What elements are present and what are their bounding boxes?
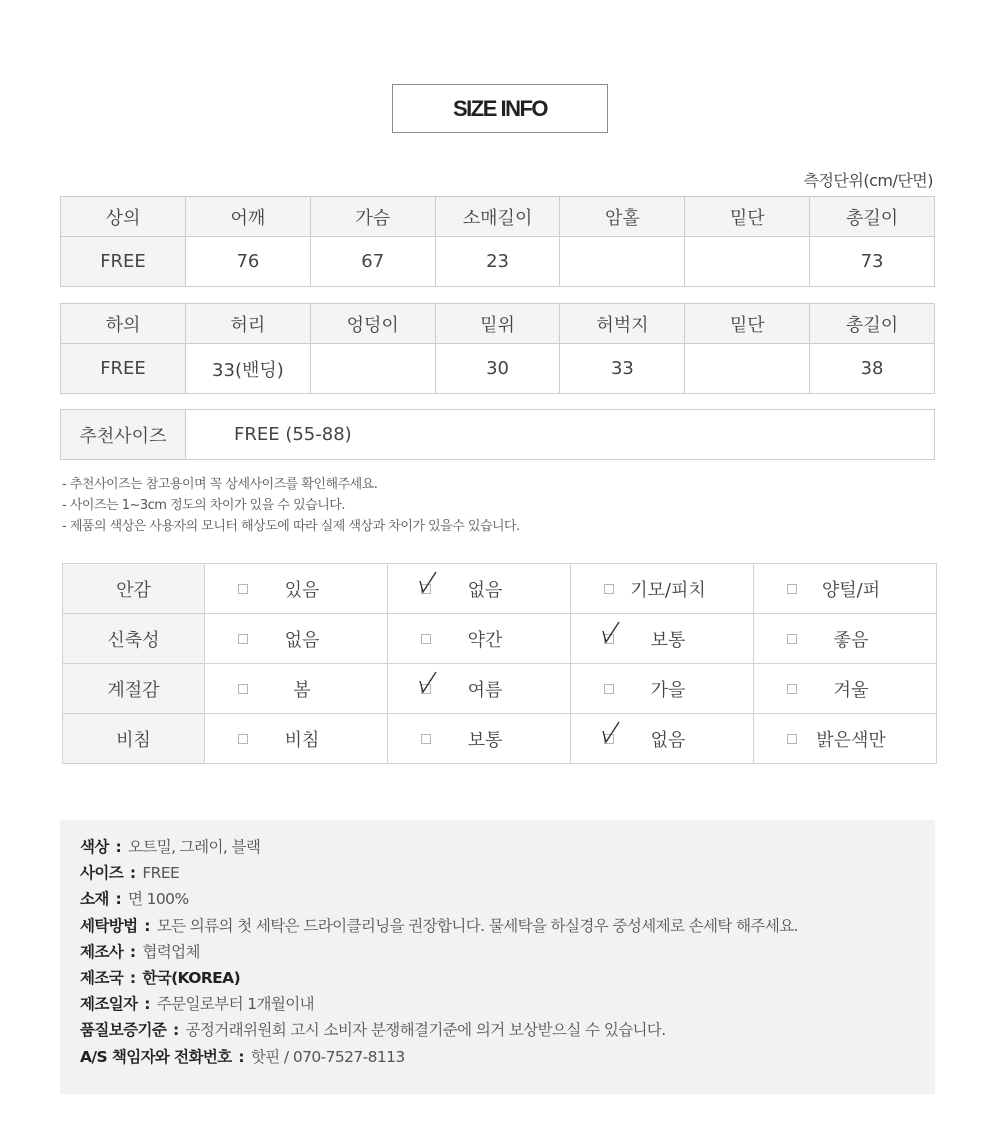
feature-option-label: 봄: [293, 679, 311, 701]
info-key: 색상: [80, 838, 109, 856]
product-info-row: 제조사 : 협력업체: [80, 942, 200, 961]
feature-option-label: 보통: [467, 729, 503, 751]
unit-label: 측정단위(cm/단면): [803, 171, 933, 190]
info-value: 핫핀 / 070-7527-8113: [250, 1047, 405, 1066]
bottom-value-cell: [310, 344, 435, 394]
feature-row: [63, 564, 937, 614]
feature-label: 계절감: [63, 664, 205, 714]
feature-option[interactable]: [388, 564, 571, 614]
bottom-header-cell: 허벅지: [560, 304, 685, 344]
recommended-size-label: 추천사이즈: [61, 410, 186, 460]
feature-label: 비침: [63, 714, 205, 764]
feature-option-label: 없음: [467, 579, 503, 601]
feature-option-label: 여름: [467, 679, 503, 701]
info-key: 소재: [80, 890, 109, 909]
bottom-header-cell: 밑단: [685, 304, 810, 344]
feature-row: [63, 664, 937, 714]
feature-option[interactable]: [754, 614, 937, 664]
feature-option[interactable]: [571, 614, 754, 664]
feature-option[interactable]: [754, 714, 937, 764]
top-value-cell: [685, 237, 810, 287]
info-key: 제조사: [80, 942, 124, 961]
feature-option[interactable]: [754, 664, 937, 714]
feature-option-label: 좋음: [833, 629, 869, 651]
checkmark-icon: [600, 719, 622, 745]
top-size-label: FREE: [61, 237, 186, 287]
feature-option-label: 양털/퍼: [821, 579, 881, 601]
top-header-cell: 소매길이: [435, 197, 560, 237]
info-value: 모든 의류의 첫 세탁은 드라이클리닝을 권장합니다. 물세탁을 하실경우 중성세제로 손세탁 해주세요.: [156, 916, 798, 935]
feature-row: [63, 714, 937, 764]
feature-option-label: 가을: [650, 679, 686, 701]
feature-option[interactable]: [754, 564, 937, 614]
product-info-row: 소재 : 면 100%: [80, 890, 189, 909]
info-key: 제조국: [80, 968, 124, 987]
feature-option[interactable]: [205, 664, 388, 714]
note-line: - 추천사이즈는 참고용이며 꼭 상세사이즈를 확인해주세요.: [62, 477, 378, 492]
checkmark-icon: [417, 669, 439, 695]
top-header-cell: 암홀: [560, 197, 685, 237]
info-key: 제조일자: [80, 995, 138, 1014]
top-header-cell: 총길이: [810, 197, 935, 237]
feature-option-label: 겨울: [833, 679, 869, 701]
info-value: 면 100%: [127, 890, 189, 909]
feature-option-label: 비침: [284, 729, 320, 751]
info-value: 공정거래위원회 고시 소비자 분쟁해결기준에 의거 보상받으실 수 있습니다.: [185, 1021, 666, 1040]
feature-option[interactable]: [571, 714, 754, 764]
product-info-box: [60, 820, 935, 1094]
feature-option-label: 약간: [467, 629, 503, 651]
feature-option-label: 보통: [650, 629, 686, 651]
feature-option-label: 없음: [284, 629, 320, 651]
info-value: FREE: [142, 864, 180, 883]
feature-label: 신축성: [63, 614, 205, 664]
product-info-row: 제조국 : 한국(KOREA): [80, 968, 241, 987]
checkmark-icon: [417, 569, 439, 595]
feature-option[interactable]: [388, 664, 571, 714]
feature-row: [63, 614, 937, 664]
bottom-size-table: [60, 303, 935, 394]
recommended-size-table: [60, 409, 935, 460]
feature-option-label: 없음: [650, 729, 686, 751]
feature-option-label: 있음: [284, 579, 320, 601]
product-info-row: 세탁방법 : 모든 의류의 첫 세탁은 드라이클리닝을 권장합니다. 물세탁을 하실경우 중성세제로 손세탁 해주세요.: [80, 916, 798, 935]
note-line: - 사이즈는 1~3cm 정도의 차이가 있을 수 있습니다.: [62, 498, 345, 513]
bottom-value-cell: 33(밴딩): [186, 344, 311, 394]
info-key: 사이즈: [80, 864, 124, 883]
recommended-size-value: FREE (55-88): [186, 410, 935, 460]
info-value: 오트밀, 그레이, 블랙: [127, 838, 261, 856]
bottom-header-cell: 밑위: [435, 304, 560, 344]
feature-option[interactable]: [205, 614, 388, 664]
info-value: 협력업체: [142, 942, 200, 961]
product-info-row: 색상 : 오트밀, 그레이, 블랙: [80, 838, 261, 856]
top-value-cell: 73: [810, 237, 935, 287]
info-value: 주문일로부터 1개월이내: [156, 995, 315, 1014]
checkmark-icon: [600, 619, 622, 645]
feature-option[interactable]: [571, 564, 754, 614]
top-header-cell: 어깨: [186, 197, 311, 237]
bottom-header-cell: 하의: [61, 304, 186, 344]
top-value-cell: 23: [435, 237, 560, 287]
bottom-value-cell: 30: [435, 344, 560, 394]
feature-option[interactable]: [571, 664, 754, 714]
feature-option[interactable]: [388, 614, 571, 664]
top-value-cell: [560, 237, 685, 287]
product-info-row: 사이즈 : FREE: [80, 864, 180, 883]
feature-option[interactable]: [205, 564, 388, 614]
product-info-row: 제조일자 : 주문일로부터 1개월이내: [80, 995, 315, 1014]
product-info-row: 품질보증기준 : 공정거래위원회 고시 소비자 분쟁해결기준에 의거 보상받으실 수 있습니다.: [80, 1021, 666, 1040]
top-value-cell: 67: [310, 237, 435, 287]
info-key: 품질보증기준: [80, 1021, 167, 1040]
feature-option[interactable]: [388, 714, 571, 764]
feature-table: [62, 563, 937, 764]
info-key: A/S 책임자와 전화번호: [80, 1047, 232, 1066]
bottom-value-cell: [685, 344, 810, 394]
bottom-header-cell: 허리: [186, 304, 311, 344]
note-line: - 제품의 색상은 사용자의 모니터 해상도에 따라 실제 색상과 차이가 있을수 있습니다.: [62, 519, 520, 534]
size-notes: [62, 474, 520, 537]
top-value-cell: 76: [186, 237, 311, 287]
product-info-row: A/S 책임자와 전화번호 : 핫핀 / 070-7527-8113: [80, 1047, 405, 1066]
top-header-cell: 가슴: [310, 197, 435, 237]
page-title: SIZE INFO: [392, 84, 608, 133]
top-header-cell: 밑단: [685, 197, 810, 237]
info-key: 세탁방법: [80, 916, 138, 935]
top-size-table: [60, 196, 935, 287]
bottom-header-cell: 총길이: [810, 304, 935, 344]
bottom-value-cell: 38: [810, 344, 935, 394]
info-value: 한국(KOREA): [142, 968, 241, 987]
feature-option[interactable]: [205, 714, 388, 764]
feature-label: 안감: [63, 564, 205, 614]
bottom-header-cell: 엉덩이: [310, 304, 435, 344]
feature-option-label: 기모/피치: [630, 579, 706, 601]
bottom-value-cell: 33: [560, 344, 685, 394]
top-header-cell: 상의: [61, 197, 186, 237]
bottom-size-label: FREE: [61, 344, 186, 394]
feature-option-label: 밝은색만: [816, 729, 886, 751]
